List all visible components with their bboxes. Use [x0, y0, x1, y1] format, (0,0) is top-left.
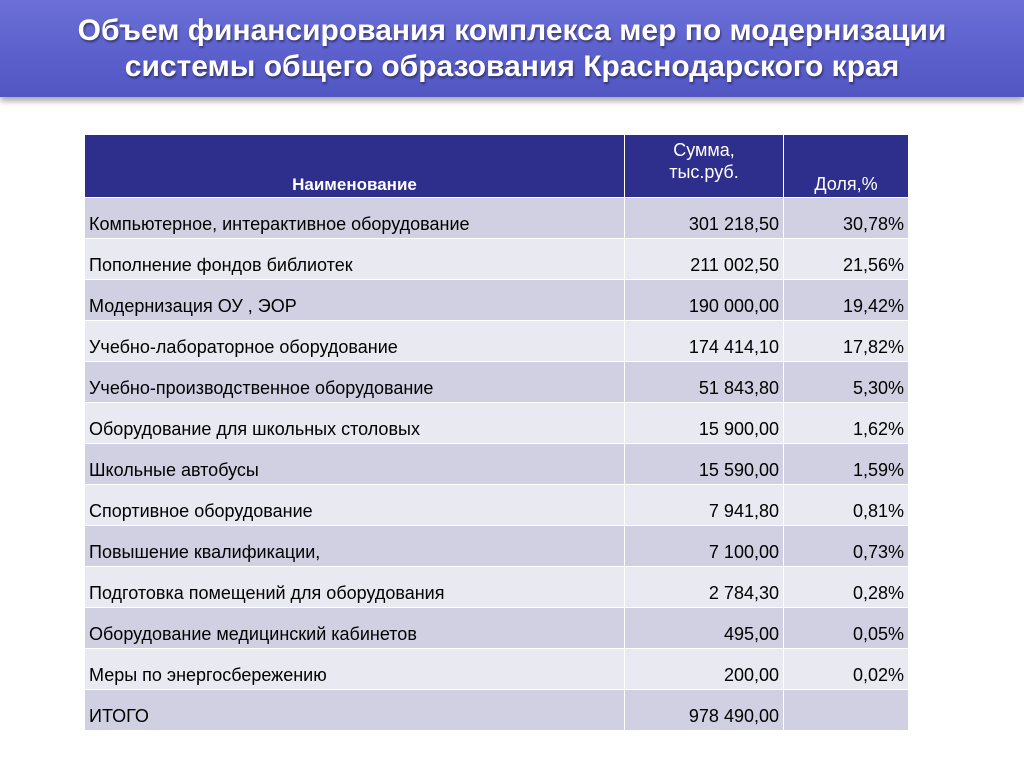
title-bar — [0, 0, 1024, 97]
cell-share: 1,59% — [784, 444, 909, 485]
table-row — [85, 444, 909, 485]
financing-table — [84, 134, 909, 731]
table-row — [85, 198, 909, 239]
cell-name: Подготовка помещений для оборудования — [85, 567, 625, 608]
cell-share: 5,30% — [784, 362, 909, 403]
cell-share: 30,78% — [784, 198, 909, 239]
cell-name: Модернизация ОУ , ЭОР — [85, 280, 625, 321]
table-row — [85, 321, 909, 362]
slide-title — [12, 13, 1012, 85]
table-row — [85, 649, 909, 690]
cell-sum: 7 100,00 — [625, 526, 784, 567]
header-sum — [625, 135, 784, 198]
financing-table-container — [84, 134, 908, 731]
cell-share: 19,42% — [784, 280, 909, 321]
table-header-row — [85, 135, 909, 198]
slide-title-line-1: Объем финансирования комплекса мер по модернизации — [77, 13, 947, 47]
cell-sum: 301 218,50 — [625, 198, 784, 239]
table-row — [85, 690, 909, 731]
cell-share: 1,62% — [784, 403, 909, 444]
cell-name: Учебно-лабораторное оборудование — [85, 321, 625, 362]
cell-sum: 190 000,00 — [625, 280, 784, 321]
cell-name: Повышение квалификации, — [85, 526, 625, 567]
cell-name: Меры по энергосбережению — [85, 649, 625, 690]
table-row — [85, 362, 909, 403]
table-body — [85, 198, 909, 731]
table-row — [85, 526, 909, 567]
cell-share: 0,81% — [784, 485, 909, 526]
cell-name: Оборудование для школьных столовых — [85, 403, 625, 444]
header-name: Наименование — [85, 135, 625, 198]
cell-sum: 978 490,00 — [625, 690, 784, 731]
cell-name: Компьютерное, интерактивное оборудование — [85, 198, 625, 239]
cell-sum: 15 900,00 — [625, 403, 784, 444]
cell-share — [784, 690, 909, 731]
cell-sum: 211 002,50 — [625, 239, 784, 280]
table-row — [85, 608, 909, 649]
slide-title-line-2: системы общего образования Краснодарского края — [124, 49, 900, 83]
cell-name: Школьные автобусы — [85, 444, 625, 485]
table-row — [85, 403, 909, 444]
header-share: Доля,% — [784, 135, 909, 198]
cell-share: 21,56% — [784, 239, 909, 280]
header-sum-line-2: тыс.руб. — [669, 162, 739, 182]
cell-share: 0,73% — [784, 526, 909, 567]
cell-sum: 51 843,80 — [625, 362, 784, 403]
cell-sum: 495,00 — [625, 608, 784, 649]
header-sum-line-1: Сумма, — [673, 140, 735, 160]
cell-name: Оборудование медицинский кабинетов — [85, 608, 625, 649]
cell-sum: 200,00 — [625, 649, 784, 690]
cell-share: 0,05% — [784, 608, 909, 649]
cell-sum: 15 590,00 — [625, 444, 784, 485]
table-row — [85, 567, 909, 608]
cell-share: 0,28% — [784, 567, 909, 608]
cell-name: Спортивное оборудование — [85, 485, 625, 526]
cell-name: Учебно-производственное оборудование — [85, 362, 625, 403]
table-row — [85, 280, 909, 321]
cell-sum: 174 414,10 — [625, 321, 784, 362]
table-row — [85, 239, 909, 280]
cell-sum: 2 784,30 — [625, 567, 784, 608]
cell-sum: 7 941,80 — [625, 485, 784, 526]
cell-name: ИТОГО — [85, 690, 625, 731]
cell-share: 0,02% — [784, 649, 909, 690]
cell-share: 17,82% — [784, 321, 909, 362]
cell-name: Пополнение фондов библиотек — [85, 239, 625, 280]
table-row — [85, 485, 909, 526]
